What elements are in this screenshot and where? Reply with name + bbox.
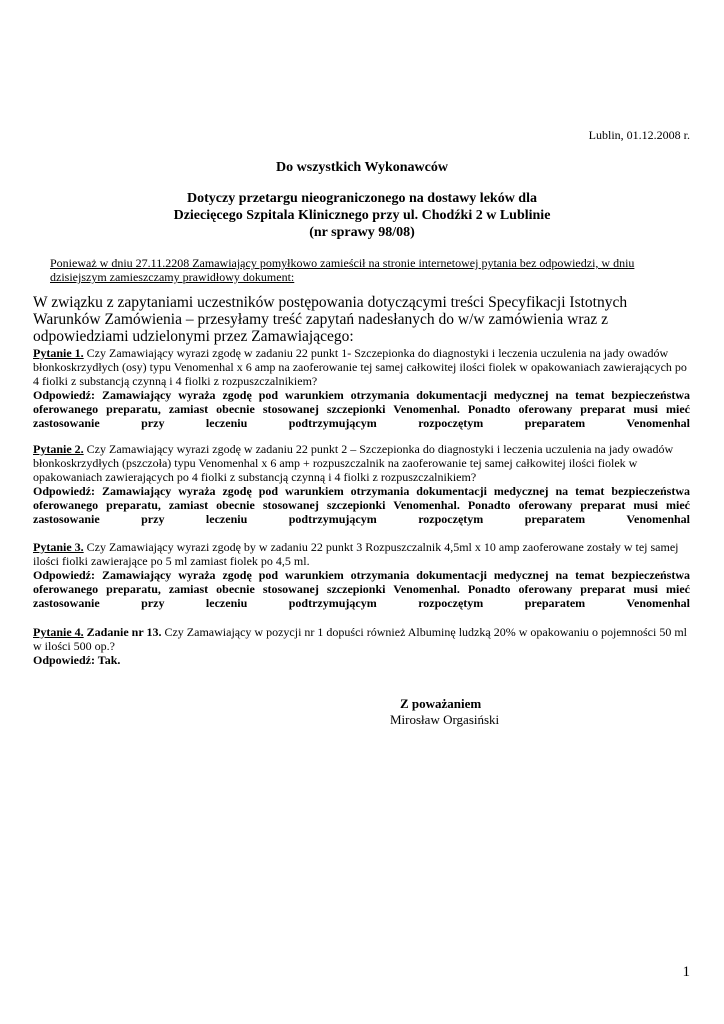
answer-text: Odpowiedź: Tak. (33, 653, 121, 667)
question-block-1 (33, 346, 690, 444)
question-label: Pytanie 2. (33, 442, 84, 456)
page-number: 1 (682, 964, 690, 980)
question-text (33, 540, 690, 568)
question-label: Pytanie 4. (33, 625, 84, 639)
question-body: Czy Zamawiający wyrazi zgodę by w zadaniu 22 punkt 3 Rozpuszczalnik 4,5ml x 10 amp zaoferowane zostały w tej samej ilości fiolki zawierające po 5 ml zamiast fiolek po 4,5 ml. (33, 540, 679, 568)
question-text (33, 625, 690, 653)
question-block-4 (33, 625, 690, 667)
intro-paragraph: W związku z zapytaniami uczestników postępowania dotyczącymi treści Specyfikacji Istotnych Warunków Zamówienia – przesyłamy treść zapytań nadesłanych do w/w zamówienia wraz z odpowiedziami udzielonymi przez Zamawiającego: (33, 294, 628, 345)
correction-notice: Ponieważ w dniu 27.11.2208 Zamawiający pomyłkowo zamieścił na stronie internetowej pytania bez odpowiedzi, w dniu dzisiejszym zamieszczamy prawidłowy dokument: (50, 256, 635, 284)
question-block-3 (33, 540, 690, 624)
answer-text: Odpowiedź: Zamawiający wyraża zgodę pod warunkiem otrzymania dokumentacji medycznej na temat bezpieczeństwa oferowanego preparatu, zamiast obecnie stosowanej szczepionki Venomenhal. Ponadto oferowany preparat musi mieć zastosowanie przy leczeniu podtrzymującym rozpoczętym preparatem Venomenhal (33, 568, 690, 610)
signature-block (390, 696, 499, 728)
answer-text: Odpowiedź: Zamawiający wyraża zgodę pod warunkiem otrzymania dokumentacji medycznej na temat bezpieczeństwa oferowanego preparatu, zamiast obecnie stosowanej szczepionki Venomenhal. Ponadto oferowany preparat musi mieć zastosowanie przy leczeniu podtrzymującym rozpoczętym preparatem Venomenhal (33, 484, 690, 526)
answer-text: Odpowiedź: Zamawiający wyraża zgodę pod warunkiem otrzymania dokumentacji medycznej na temat bezpieczeństwa oferowanego preparatu, zamiast obecnie stosowanej szczepionki Venomenhal. Ponadto oferowany preparat musi mieć zastosowanie przy leczeniu podtrzymującym rozpoczętym preparatem Venomenhal (33, 388, 690, 430)
subject-line-1: Dotyczy przetargu nieograniczonego na dostawy leków dla (187, 191, 537, 206)
question-body: Czy Zamawiający wyrazi zgodę w zadaniu 22 punkt 2 – Szczepionka do diagnostyki i leczenia uczulenia na jady owadów błonkoskrzydłych (pszczoła) typu Venomenhal x 6 amp + rozpuszczalnik na zaoferowanie tej samej całkowitej ilości fiolek w opakowaniach zawierających po 4 fiolki z substancją czynną i 4 fiolki z rozpuszczalnikiem? (33, 442, 674, 484)
question-body: Czy Zamawiający w pozycji nr 1 dopuści również Albuminę ludzką 20% w opakowaniu o pojemności 50 ml w ilości 500 op.? (33, 625, 688, 653)
question-label: Pytanie 3. (33, 540, 84, 554)
closing-greeting: Z poważaniem (400, 696, 482, 711)
task-reference: Zadanie nr 13. (83, 625, 162, 639)
subject-block (0, 190, 724, 241)
question-body: Czy Zamawiający wyrazi zgodę w zadaniu 22 punkt 1- Szczepionka do diagnostyki i leczenia uczulenia na jady owadów błonkoskrzydłych (osy) typu Venomenhal x 6 amp na zaoferowanie tej samej całkowitej ilości fiolek w opakowaniach zawierających po 4 fiolki z substancją czynną i 4 fiolki z rozpuszczalnikiem? (33, 346, 687, 388)
signatory-name: Mirosław Orgasiński (390, 712, 500, 727)
place-date: Lublin, 01.12.2008 r. (588, 128, 690, 142)
subject-line-2: Dziecięcego Szpitala Klinicznego przy ul. Chodźki 2 w Lublinie (173, 208, 551, 223)
question-label: Pytanie 1. (33, 346, 84, 360)
question-block-2 (33, 442, 690, 540)
question-text (33, 442, 690, 484)
subject-line-3: (nr sprawy 98/08) (309, 225, 415, 240)
addressee-heading: Do wszystkich Wykonawców (276, 160, 448, 175)
question-text (33, 346, 690, 388)
